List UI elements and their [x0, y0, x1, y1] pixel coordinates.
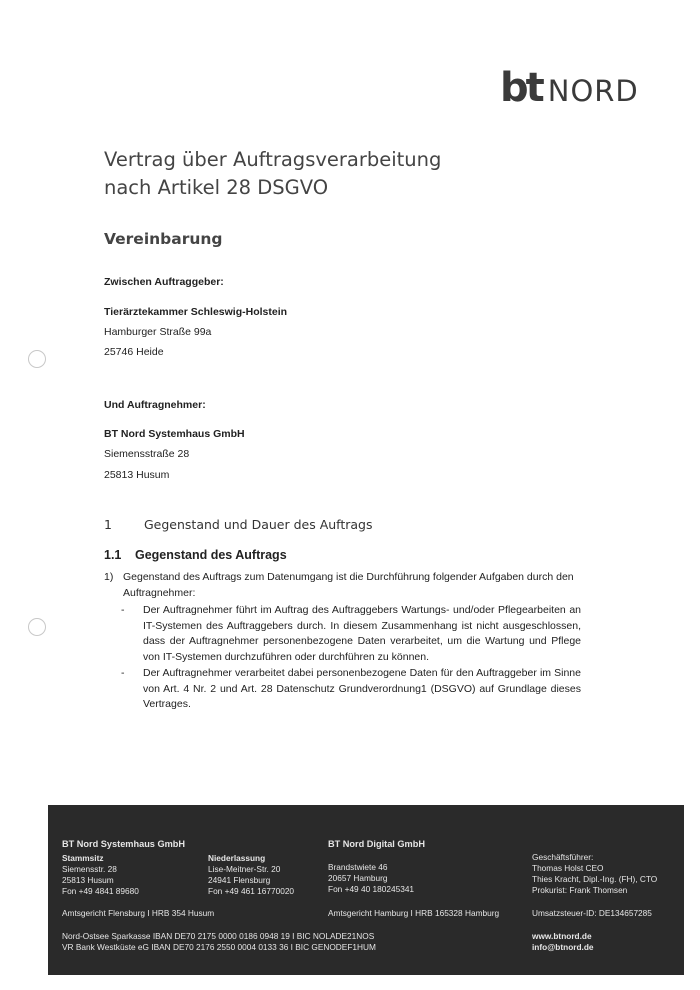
contractor-street: Siemensstraße 28	[104, 448, 190, 460]
footer-court-1: Amtsgericht Flensburg I HRB 354 Husum	[62, 908, 215, 918]
logo-word: NORD	[547, 74, 639, 108]
bullet-2-text: Der Auftragnehmer verarbeitet dabei personenbezogene Daten für den Auftraggeber im Sinne von Art. 4 Nr. 2 und Art. 28 Datenschutz Grundverordnung1 (DSGVO) auf Grundlage dieses Vertrages.	[143, 667, 581, 710]
section-1-1-heading	[104, 548, 287, 562]
punch-hole	[28, 350, 46, 368]
punch-hole	[28, 618, 46, 636]
section-1-heading	[104, 517, 604, 532]
footer-branch-phone: Fon +49 461 16770020	[208, 886, 295, 896]
footer-md-1: Thomas Holst CEO	[532, 863, 604, 873]
footer-hq-phone: Fon +49 4841 89680	[62, 886, 139, 896]
logo-mark: bt	[500, 65, 542, 111]
contractor-label: Und Auftragnehmer:	[104, 399, 206, 411]
footer-branch-label: Niederlassung	[208, 853, 266, 863]
footer-website[interactable]: www.btnord.de	[532, 931, 592, 941]
section-number: 1	[104, 517, 112, 532]
document-title	[104, 146, 441, 202]
item-marker: 1)	[104, 571, 114, 583]
title-line-2: nach Artikel 28 DSGVO	[104, 176, 329, 199]
title-line-1: Vertrag über Auftragsverarbeitung	[104, 148, 442, 171]
subsection-number: 1.1	[104, 548, 122, 562]
subsection-title: Gegenstand des Auftrags	[135, 548, 287, 562]
footer-bank-2: VR Bank Westküste eG IBAN DE70 2176 2550 0004 0133 36 I BIC GENODEF1HUM	[62, 942, 376, 952]
bullet-1-text: Der Auftragnehmer führt im Auftrag des Auftraggebers Wartungs- und/oder Pflegearbeiten an IT-Systemen des Auftraggebers durch. In diesem Zusammenhang ist nicht ausgeschlossen, dass der Auftragnehmer personenbezogene Daten verarbeitet, um die Wartung und Pflege von IT-Systemen durchzuführen oder durchführen zu können.	[143, 604, 581, 663]
footer-md-3: Prokurist: Frank Thomsen	[532, 885, 628, 895]
client-city: 25746 Heide	[104, 346, 164, 358]
footer-c2-phone: Fon +49 40 180245341	[328, 884, 415, 894]
footer-md-2: Thies Kracht, Dipl.-Ing. (FH), CTO	[532, 874, 658, 884]
bullet-dash: -	[121, 604, 125, 616]
contractor-name: BT Nord Systemhaus GmbH	[104, 428, 245, 440]
footer-hq-city: 25813 Husum	[62, 875, 114, 885]
footer-branch-street: Lise-Meitner-Str. 20	[208, 864, 281, 874]
footer-md-label: Geschäftsführer:	[532, 852, 594, 862]
footer-company-2: BT Nord Digital GmbH	[328, 839, 425, 849]
footer-c2-city: 20657 Hamburg	[328, 873, 388, 883]
client-street: Hamburger Straße 99a	[104, 326, 212, 338]
company-logo	[500, 64, 639, 111]
footer-court-2: Amtsgericht Hamburg I HRB 165328 Hamburg	[328, 908, 500, 918]
client-label: Zwischen Auftraggeber:	[104, 276, 224, 288]
footer-company-1: BT Nord Systemhaus GmbH	[62, 839, 186, 849]
footer-branch-city: 24941 Flensburg	[208, 875, 271, 885]
item-text: Gegenstand des Auftrags zum Datenumgang ist die Durchführung folgender Aufgaben durch den Auftragnehmer:	[123, 571, 574, 599]
client-name: Tierärztekammer Schleswig-Holstein	[104, 306, 288, 318]
footer-bank-1: Nord-Ostsee Sparkasse IBAN DE70 2175 0000 0186 0948 19 I BIC NOLADE21NOS	[62, 931, 375, 941]
footer-hq-street: Siemensstr. 28	[62, 864, 117, 874]
section-title: Gegenstand und Dauer des Auftrags	[144, 517, 373, 532]
footer-c2-street: Brandstwiete 46	[328, 862, 388, 872]
agreement-heading: Vereinbarung	[104, 230, 223, 248]
footer	[48, 805, 684, 975]
footer-vat: Umsatzsteuer-ID: DE134657285	[532, 908, 652, 918]
contractor-city: 25813 Husum	[104, 469, 170, 481]
footer-email[interactable]: info@btnord.de	[532, 942, 594, 952]
bullet-dash: -	[121, 667, 125, 679]
footer-hq-label: Stammsitz	[62, 853, 104, 863]
